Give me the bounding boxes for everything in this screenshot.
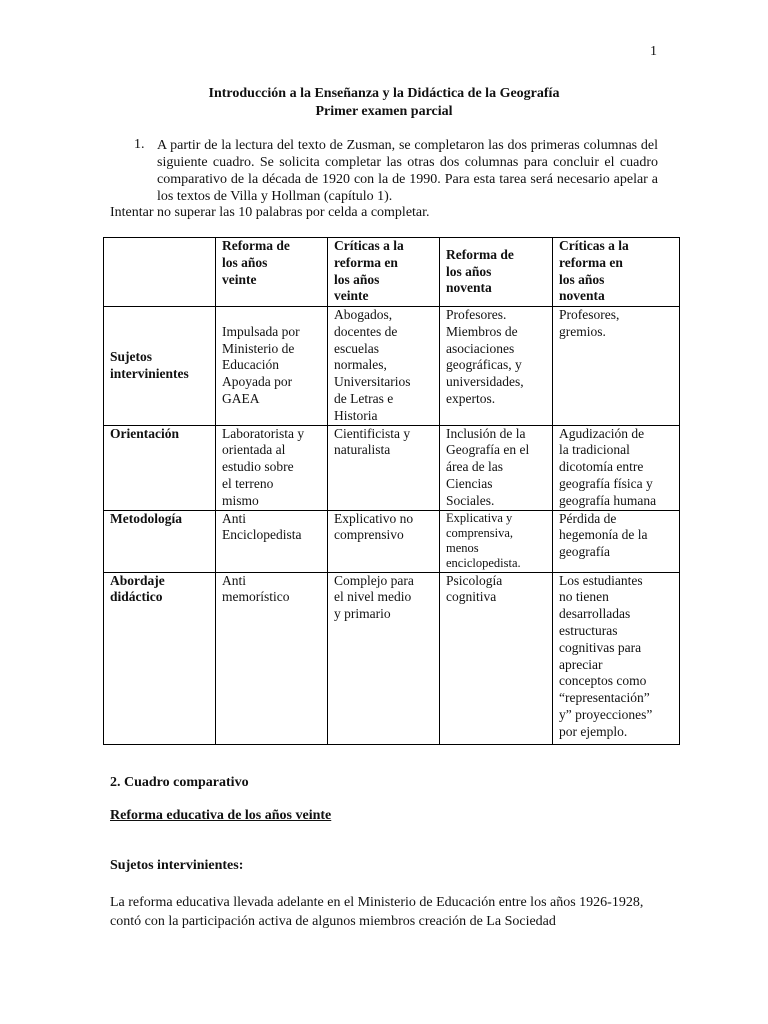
table-cell: Explicativo no comprensivo xyxy=(328,510,440,572)
page-number: 1 xyxy=(650,44,657,59)
document-subtitle: Primer examen parcial xyxy=(315,104,453,119)
table-cell: Explicativa y comprensiva, menos enciclopedista. xyxy=(440,510,553,572)
comparison-table xyxy=(103,237,680,745)
table-row xyxy=(104,510,680,572)
table-header-row xyxy=(104,238,680,307)
header-criticas-noventa: Críticas a la reforma en los años noventa xyxy=(553,238,680,307)
table-cell: Abogados, docentes de escuelas normales, Universitarios de Letras e Historia xyxy=(328,307,440,426)
table-cell: Psicología cognitiva xyxy=(440,572,553,744)
table-corner-cell xyxy=(104,238,216,307)
table-row xyxy=(104,307,680,426)
question-text: A partir de la lectura del texto de Zusman, se completaron las dos primeras columnas del siguiente cuadro. Se solicita completar las otras dos columnas para concluir el cuadro comparativo de la década de 1920 con la de 1990. Para esta tarea será necesario apelar a los textos de Villa y Hollman (capítulo 1). xyxy=(157,138,658,204)
subheading-sujetos: Sujetos intervinientes: xyxy=(110,858,244,873)
body-paragraph: La reforma educativa llevada adelante en el Ministerio de Educación entre los años 1926-1928, contó con la participación activa de algunos miembros creación de La Sociedad xyxy=(110,895,644,929)
table-cell: Inclusión de la Geografía en el área de las Ciencias Sociales. xyxy=(440,425,553,510)
row-label-metodologia: Metodología xyxy=(104,510,216,572)
table-cell: Los estudiantes no tienen desarrolladas estructuras cognitivas para apreciar conceptos como “representación” y” proyecciones” por ejemplo. xyxy=(553,572,680,744)
table-cell: Impulsada por Ministerio de Educación Apoyada por GAEA xyxy=(216,307,328,426)
question-number: 1. xyxy=(134,137,145,152)
table-cell: Pérdida de hegemonía de la geografía xyxy=(553,510,680,572)
document-title: Introducción a la Enseñanza y la Didáctica de la Geografía xyxy=(208,86,560,101)
row-label-sujetos: Sujetos intervinientes xyxy=(104,307,216,426)
row-label-orientacion: Orientación xyxy=(104,425,216,510)
table-row xyxy=(104,425,680,510)
header-reforma-noventa: Reforma de los años noventa xyxy=(440,238,553,307)
table-cell: Cientificista y naturalista xyxy=(328,425,440,510)
question-instruction: Intentar no superar las 10 palabras por celda a completar. xyxy=(110,205,430,220)
row-label-abordaje: Abordaje didáctico xyxy=(104,572,216,744)
table-cell: Profesores, gremios. xyxy=(553,307,680,426)
subheading-underlined: Reforma educativa de los años veinte xyxy=(110,808,332,823)
table-cell: Anti Enciclopedista xyxy=(216,510,328,572)
table-cell: Complejo para el nivel medio y primario xyxy=(328,572,440,744)
header-criticas-veinte: Críticas a la reforma en los años veinte xyxy=(328,238,440,307)
header-reforma-veinte: Reforma de los años veinte xyxy=(216,238,328,307)
table-cell: Profesores. Miembros de asociaciones geográficas, y universidades, expertos. xyxy=(440,307,553,426)
table-row xyxy=(104,572,680,744)
table-cell: Anti memorístico xyxy=(216,572,328,744)
table-cell: Laboratorista y orientada al estudio sobre el terreno mismo xyxy=(216,425,328,510)
section-heading: 2. Cuadro comparativo xyxy=(110,775,249,790)
table-cell: Agudización de la tradicional dicotomía entre geografía física y geografía humana xyxy=(553,425,680,510)
